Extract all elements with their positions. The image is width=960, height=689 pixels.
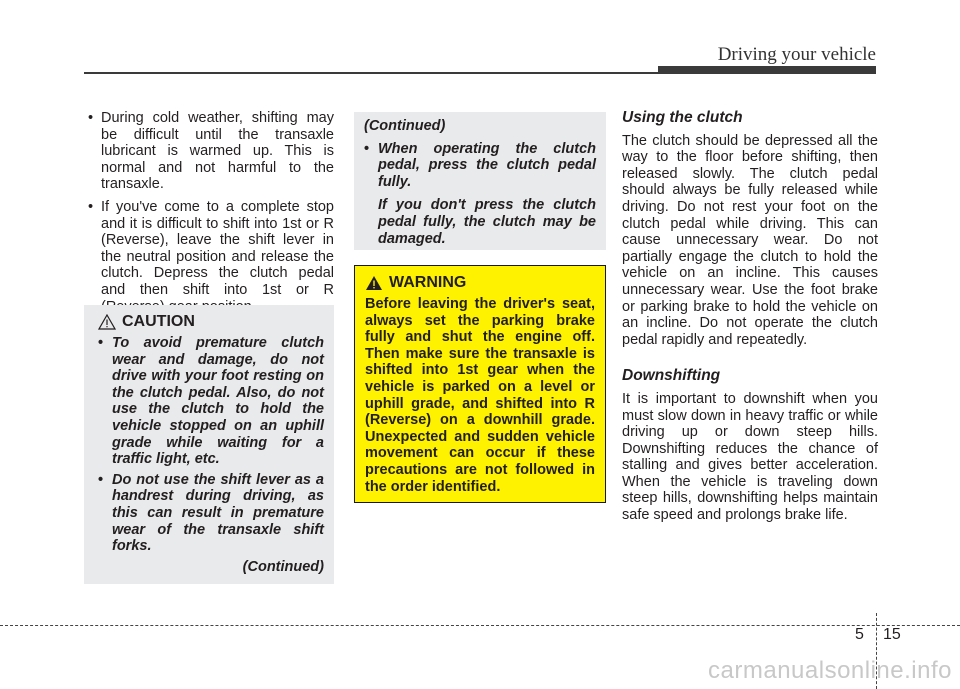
- caution-title-row: [98, 313, 324, 331]
- list-item: • If you've come to a complete stop and it is difficult to shift into 1st or R (Reverse), leave the shift lever in the neutral position and release the clutch. Depress the clutch pedal and then shift into 1st or R: [86, 199, 334, 315]
- warning-text: Before leaving the driver's seat, always set the parking brake fully and shut the engine off. Then make sure the transaxle is shifted into 1st gear when the vehicle is parked on a level or uphill grade, and shifted into R (Reverse) on a downhill grade. Unexpected and sudden vehicle movement can occur if these precautions are not followed in the order identified.: [365, 296, 595, 495]
- caution-box: [84, 305, 334, 584]
- downshifting-text: It is important to downshift when you must slow down in heavy traffic or while driving up or down steep hills. Downshifting reduces the chance of stalling and gives better acceleration. When the vehicle is traveling down steep hills, downshifting helps maintain safe speed and prolongs brake life.: [622, 390, 878, 524]
- continued-heading: (Continued): [364, 118, 446, 134]
- warning-box: [354, 265, 606, 503]
- using-clutch-heading: Using the clutch: [622, 109, 743, 126]
- list-item: • To avoid premature clutch wear and damage, do not drive with your foot resting on the clutch pedal. Also, do not use the clutch to hold the vehicle stopped on an uphill grade while waiting for a traffic light, etc.: [98, 335, 324, 468]
- watermark: carmanualsonline.info: [708, 657, 952, 684]
- continued-sub-text: If you don't press the clutch pedal fully, the clutch may be damaged.: [378, 197, 596, 247]
- section-title: Driving your vehicle: [717, 44, 876, 65]
- caution-triangle-icon: [98, 314, 116, 330]
- warning-title: WARNING: [389, 274, 467, 291]
- list-item: • During cold weather, shifting may be difficult until the transaxle lubricant is warmed up. This is normal and not harmful to the transaxle.: [86, 110, 334, 193]
- page-number: 15: [883, 626, 901, 643]
- chapter-number: 5: [855, 626, 864, 643]
- list-item: • Do not use the shift lever as a handrest during driving, as this can result in premature wear of the transaxle shift forks.: [98, 472, 324, 555]
- header-rule: [84, 72, 876, 74]
- continued-item-text: When operating the clutch pedal, press the clutch pedal fully.: [378, 140, 596, 190]
- list-item: [364, 141, 596, 248]
- caution-title: CAUTION: [122, 313, 195, 330]
- continued-list: [364, 141, 596, 248]
- warning-triangle-icon: [365, 275, 383, 291]
- continued-caution-box: [354, 112, 606, 250]
- left-bullet-list: [86, 110, 334, 315]
- warning-title-row: [365, 274, 595, 292]
- downshifting-heading: Downshifting: [622, 367, 721, 385]
- right-column: [622, 110, 878, 544]
- left-column: [86, 110, 334, 321]
- footer-rule: [0, 625, 960, 626]
- using-clutch-text: The clutch should be depressed all the way to the floor before shifting, then released slowly. The clutch pedal should always be fully released while driving. Do not rest your foot on the clutch pedal while driving. This can cause unnecessary wear. Do not partially engage the clutch to hold the vehicle on an incline. This causes unnecessary wear. Use the foot brake or parking brake to hold the vehicle on an incline. Do not operate the clutch pedal rapidly and repeatedly.: [622, 132, 878, 348]
- caution-list: [98, 335, 324, 555]
- caution-continued: (Continued): [242, 558, 324, 575]
